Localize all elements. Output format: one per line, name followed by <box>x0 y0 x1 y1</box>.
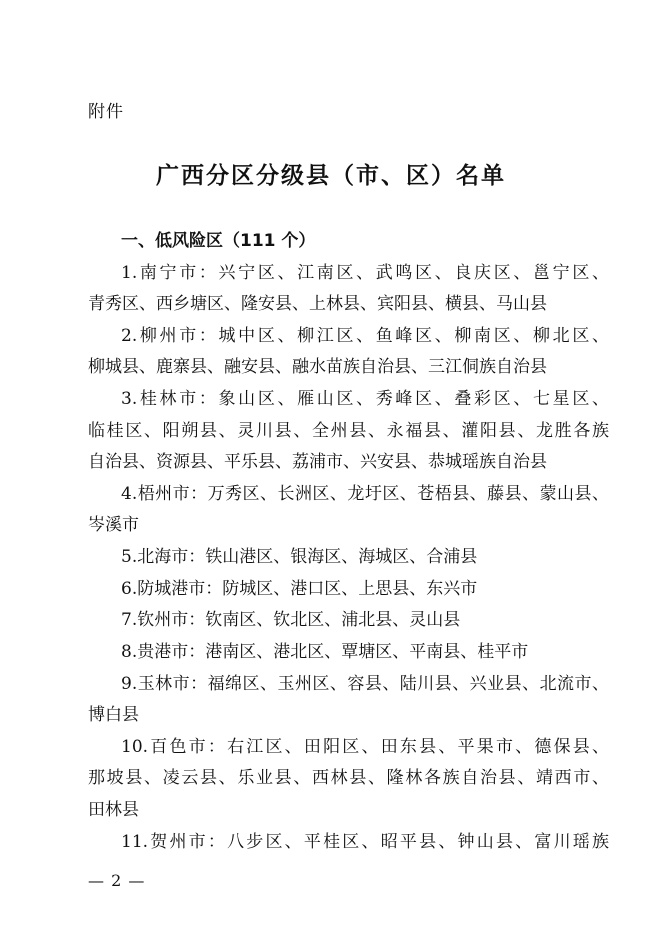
list-item-wuzhou: 4.梧州市：万秀区、长洲区、龙圩区、苍梧县、藤县、蒙山县、 <box>121 484 609 504</box>
list-item-liuzhou: 2.柳州市：城中区、柳江区、鱼峰区、柳南区、柳北区、 <box>121 326 609 346</box>
list-item-nanning: 1.南宁市：兴宁区、江南区、武鸣区、良庆区、邕宁区、 <box>121 263 609 283</box>
attachment-label: 附件 <box>88 102 124 122</box>
section-heading: 一、低风险区（111 个） <box>121 231 316 251</box>
list-item-beihai: 5.北海市：铁山港区、银海区、海城区、合浦县 <box>121 547 478 567</box>
list-item-guilin: 3.桂林市：象山区、雁山区、秀峰区、叠彩区、七星区、 <box>121 389 609 409</box>
list-item-hezhou: 11.贺州市：八步区、平桂区、昭平县、钟山县、富川瑶族 <box>121 832 609 852</box>
list-item-fangchenggang: 6.防城港市：防城区、港口区、上思县、东兴市 <box>121 579 478 599</box>
list-item-continuation: 临桂区、阳朔县、灵川县、全州县、永福县、灌阳县、龙胜各族 <box>88 421 609 441</box>
list-item-continuation: 田林县 <box>88 800 139 820</box>
list-item-yulin: 9.玉林市：福绵区、玉州区、容县、陆川县、兴业县、北流市、 <box>121 674 609 694</box>
page-number: — 2 — <box>88 871 146 890</box>
list-item-baise: 10.百色市：右江区、田阳区、田东县、平果市、德保县、 <box>121 737 609 757</box>
page-title: 广西分区分级县（市、区）名单 <box>156 163 506 189</box>
list-item-continuation: 自治县、资源县、平乐县、荔浦市、兴安县、恭城瑶族自治县 <box>88 452 547 472</box>
list-item-continuation: 青秀区、西乡塘区、隆安县、上林县、宾阳县、横县、马山县 <box>88 294 547 314</box>
list-item-continuation: 柳城县、鹿寨县、融安县、融水苗族自治县、三江侗族自治县 <box>88 357 547 377</box>
list-item-continuation: 那坡县、凌云县、乐业县、西林县、隆林各族自治县、靖西市、 <box>88 768 609 788</box>
list-item-guigang: 8.贵港市：港南区、港北区、覃塘区、平南县、桂平市 <box>121 642 529 662</box>
list-item-continuation: 岑溪市 <box>88 515 139 535</box>
list-item-continuation: 博白县 <box>88 705 139 725</box>
list-item-qinzhou: 7.钦州市：钦南区、钦北区、浦北县、灵山县 <box>121 610 461 630</box>
